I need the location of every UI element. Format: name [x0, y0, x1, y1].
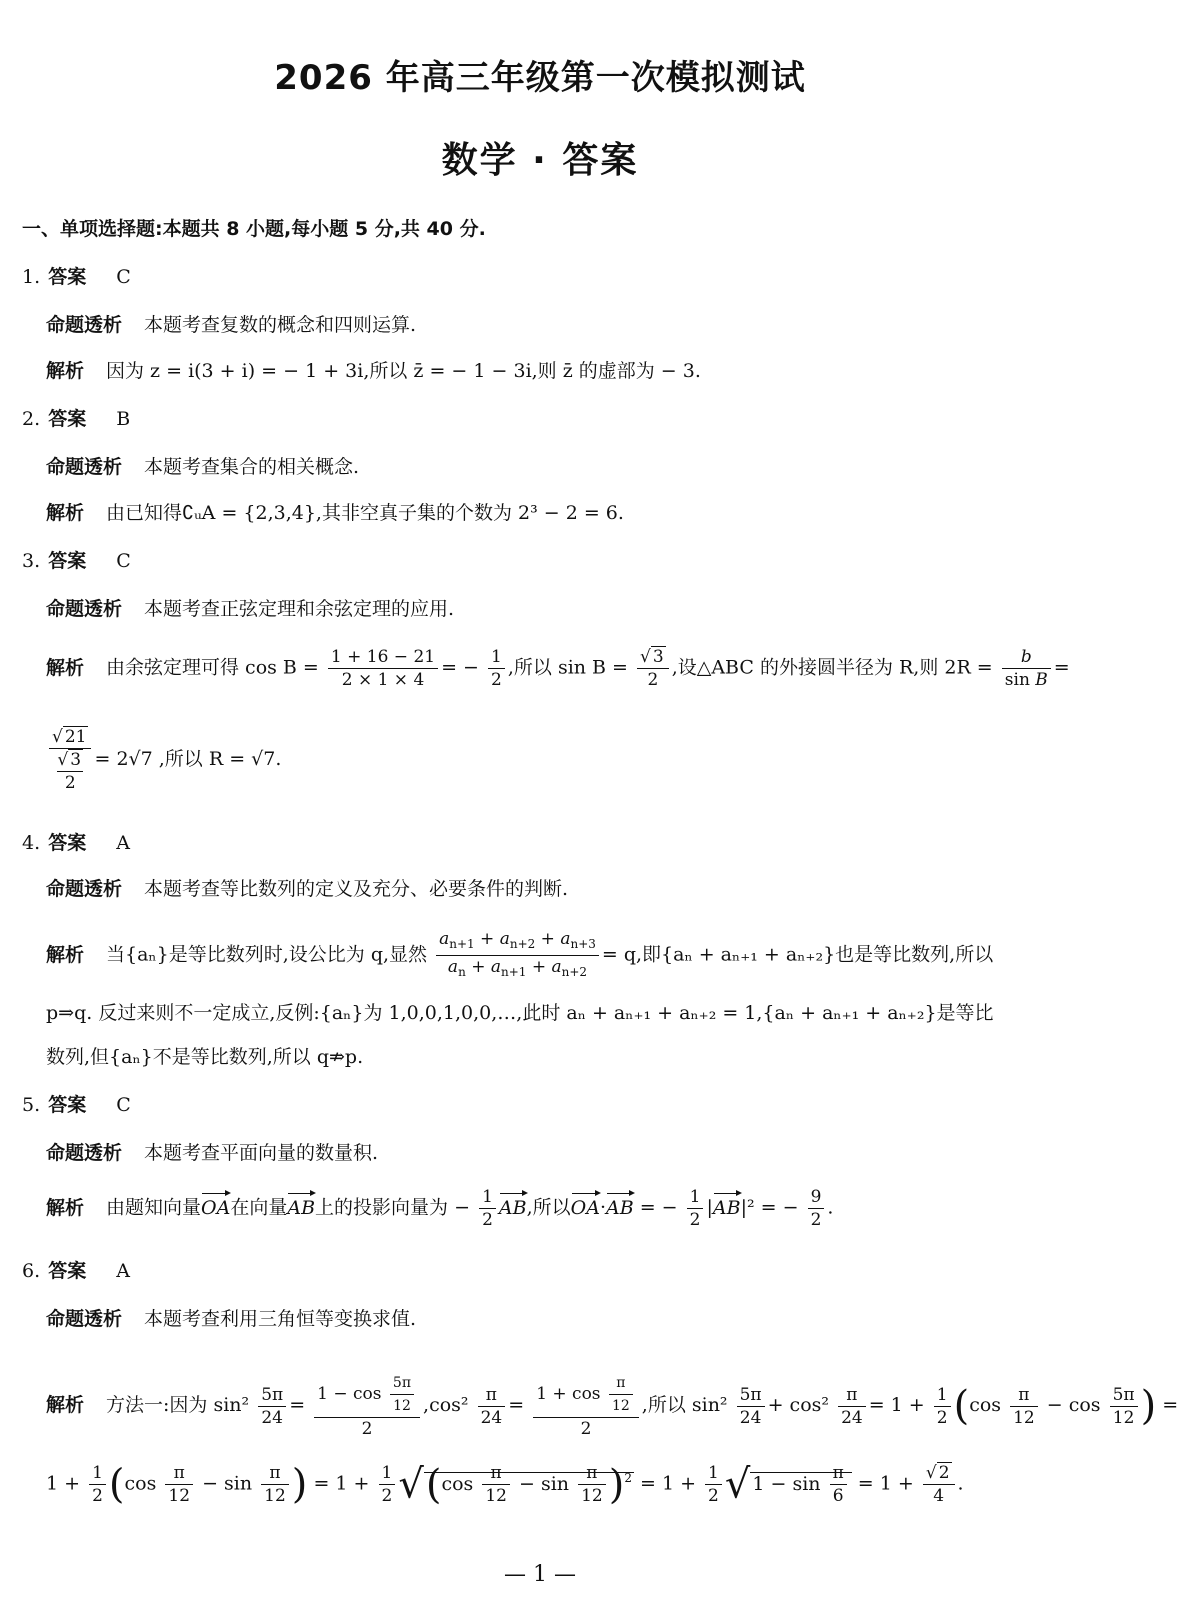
purpose-text: 本题考查复数的概念和四则运算. [144, 314, 417, 336]
question-4-analysis-line3: 数列,但{aₙ}不是等比数列,所以 q⇏p. [46, 1046, 364, 1068]
answer-value: C [116, 550, 131, 572]
analysis-label: 解析 [46, 943, 85, 966]
purpose-label: 命题透析 [46, 314, 123, 336]
question-6-purpose [46, 1306, 416, 1332]
page-number: — 1 — [504, 1562, 576, 1587]
page-title: 2026 年高三年级第一次模拟测试 [274, 58, 806, 98]
answer-value: B [116, 408, 131, 430]
analysis-label: 解析 [46, 1196, 85, 1219]
vector-AB: AB [287, 1196, 316, 1219]
question-1-header [22, 264, 131, 290]
section-heading: 一、单项选择题:本题共 8 小题,每小题 5 分,共 40 分. [22, 218, 486, 240]
fraction-sinB: $\frac{√ 3}{2}$ [637, 646, 669, 691]
answer-value: C [116, 1094, 131, 1116]
purpose-text: 本题考查正弦定理和余弦定理的应用. [144, 598, 455, 620]
page-subtitle: 数学 · 答案 [441, 140, 639, 181]
question-2-purpose [46, 454, 359, 480]
fraction-sqrt21-over: $\frac{√ 21}{\frac{√ 3}{2}}$ [49, 726, 91, 794]
answer-label: 答案 [48, 1094, 87, 1116]
answer-label: 答案 [48, 550, 87, 572]
fraction-b-over-sinB: $\frac{b}{\text{sin B}}$ [1002, 646, 1051, 691]
answer-value: C [116, 266, 131, 288]
purpose-label: 命题透析 [46, 598, 123, 620]
question-5-header [22, 1092, 131, 1118]
question-4-header [22, 830, 130, 856]
answer-value: A [116, 832, 130, 854]
answer-value: A [116, 1260, 130, 1282]
question-3-purpose [46, 596, 454, 622]
question-number: 5. [22, 1094, 41, 1116]
answer-label: 答案 [48, 832, 87, 854]
vector-OA: OA [201, 1196, 231, 1219]
purpose-text: 本题考查等比数列的定义及充分、必要条件的判断. [144, 878, 569, 900]
question-number: 6. [22, 1260, 41, 1282]
analysis-label: 解析 [46, 502, 85, 524]
question-number: 2. [22, 408, 41, 430]
question-6-analysis: 解析 方法一:因为 sin² $\frac{5\pi}{24}$ = 1 − cos $\frac{5\pi}{12}$ 2 ,cos² $\frac{\pi}{24}$ = 1 + cos $\frac{\pi}{12}$ 2 ,所以 sin² $\frac{5\pi}{24}$ + cos² $\frac{\pi}{24}$ = 1 + $\frac{1}{2}$ (cos $\frac{\pi}{12}$ − cos $\frac{5\pi}{12}$ ) = [46, 1372, 1178, 1440]
question-6-header [22, 1258, 130, 1284]
question-1-analysis [46, 358, 701, 384]
analysis-text: 由已知得∁ᵤA = {2,3,4},其非空真子集的个数为 2³ − 2 = 6. [106, 502, 624, 524]
question-4-analysis: 解析 当{aₙ}是等比数列时,设公比为 q,显然 $\frac{a_{n+1} + a_{n+2} + a_{n+3}}{a_n + a_{n+1} + a_{n+2}}$ = q,即{aₙ + aₙ₊₁ + aₙ₊₂}也是等比数列,所以 [46, 928, 993, 983]
question-5-analysis: 解析 由题知向量OA在向量AB上的投影向量为 − $\frac{1}{2}$ AB,所以OA·AB = − $\frac{1}{2}$ |AB|² = − $\frac{9}{2}$ . [46, 1187, 834, 1230]
question-3-analysis: 解析 由余弦定理可得 cos B = $\frac{1 + 16 - 21}{2 \times 1 \times 4}$ = − $\frac{1}{2}$ ,所以 sin B = $\frac{√ 3}{2}$ ,设△ABC 的外接圆半径为 R,则 2R = $\frac{b}{\text{sin B}}$ = [46, 647, 1070, 690]
analysis-label: 解析 [46, 656, 85, 679]
purpose-text: 本题考查利用三角恒等变换求值. [144, 1308, 417, 1330]
analysis-text: 因为 z = i(3 + i) = − 1 + 3i,所以 z̄ = − 1 − 3i,则 z̄ 的虚部为 − 3. [106, 360, 701, 382]
question-6-analysis-cont: 1 + $\frac{1}{2}$ (cos $\frac{\pi}{12}$ − sin $\frac{\pi}{12}$ ) = 1 + $\frac{1}{2}$ √(cos $\frac{\pi}{12}$ − sin $\frac{\pi}{12}$ )$^2$ = 1 + $\frac{1}{2}$ √ 1 − sin $\frac{\pi}{6}$ = 1 + $\frac{√ 2}{4}$ . [46, 1461, 964, 1508]
answer-label: 答案 [48, 408, 87, 430]
question-4-purpose [46, 876, 568, 902]
question-1-purpose [46, 312, 416, 338]
fraction-ratio: $\frac{a_{n+1} + a_{n+2} + a_{n+3}}{a_n + a_{n+1} + a_{n+2}}$ [436, 928, 599, 983]
question-3-header [22, 548, 131, 574]
purpose-text: 本题考查平面向量的数量积. [144, 1142, 379, 1164]
purpose-text: 本题考查集合的相关概念. [144, 456, 360, 478]
question-2-analysis [46, 500, 624, 526]
answer-label: 答案 [48, 266, 87, 288]
answer-label: 答案 [48, 1260, 87, 1282]
question-3-analysis-cont: $\frac{√ 21}{\frac{√ 3}{2}}$ = 2√7 ,所以 R = √7. [46, 726, 281, 794]
purpose-label: 命题透析 [46, 878, 123, 900]
purpose-label: 命题透析 [46, 1142, 123, 1164]
fraction-cosB: $\frac{1 + 16 - 21}{2 \times 1 \times 4}$ [328, 646, 438, 691]
question-number: 4. [22, 832, 41, 854]
question-number: 1. [22, 266, 41, 288]
analysis-label: 解析 [46, 1394, 85, 1416]
purpose-label: 命题透析 [46, 456, 123, 478]
question-4-analysis-line2: p⇒q. 反过来则不一定成立,反例:{aₙ}为 1,0,0,1,0,0,…,此时 aₙ + aₙ₊₁ + aₙ₊₂ = 1,{aₙ + aₙ₊₁ + aₙ₊₂}是等比 [46, 1002, 994, 1024]
purpose-label: 命题透析 [46, 1308, 123, 1330]
question-2-header [22, 406, 130, 432]
question-number: 3. [22, 550, 41, 572]
question-5-purpose [46, 1140, 378, 1166]
analysis-label: 解析 [46, 360, 85, 382]
fraction-half: $\frac{1}{2}$ [488, 646, 505, 691]
